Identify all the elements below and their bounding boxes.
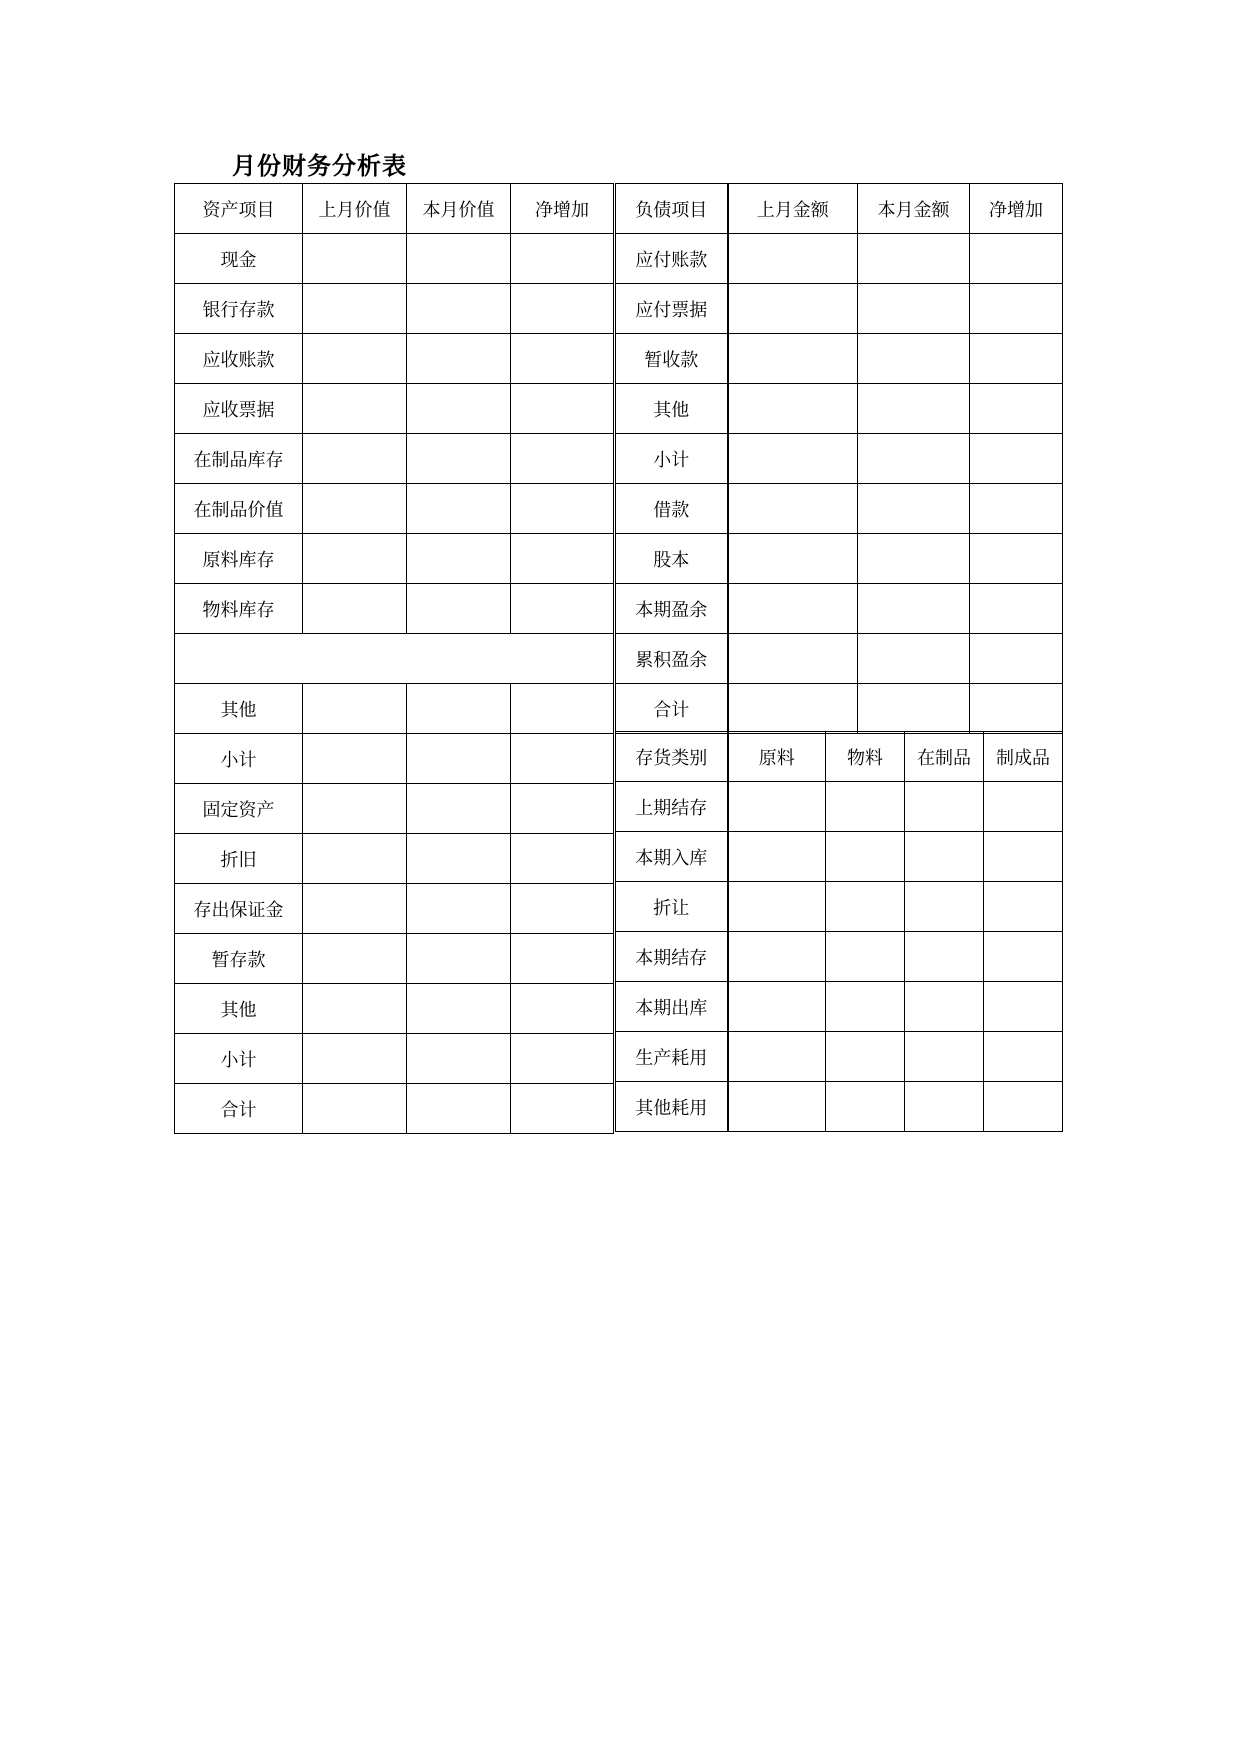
table-cell — [407, 884, 511, 934]
table-cell — [728, 932, 826, 982]
liabilities-header-row — [616, 184, 1063, 234]
table-cell — [905, 1032, 984, 1082]
liability-row-label: 合计 — [616, 684, 728, 734]
liabilities-header-item: 负债项目 — [616, 184, 728, 234]
table-cell — [303, 234, 407, 284]
table-cell — [407, 434, 511, 484]
table-cell — [407, 934, 511, 984]
asset-row-label: 现金 — [175, 234, 303, 284]
table-cell — [511, 534, 614, 584]
table-row — [616, 932, 1063, 982]
table-cell — [984, 882, 1063, 932]
table-row — [616, 634, 1063, 684]
table-row — [175, 484, 614, 534]
table-cell — [858, 484, 970, 534]
table-cell — [970, 684, 1063, 734]
table-row — [175, 684, 614, 734]
liability-row-label: 股本 — [616, 534, 728, 584]
table-cell — [303, 384, 407, 434]
asset-row-label: 物料库存 — [175, 584, 303, 634]
table-row — [175, 534, 614, 584]
table-cell — [728, 982, 826, 1032]
table-cell — [984, 982, 1063, 1032]
table-row — [616, 782, 1063, 832]
asset-row-label: 折旧 — [175, 834, 303, 884]
table-cell — [826, 832, 905, 882]
table-row — [175, 384, 614, 434]
table-cell — [728, 684, 858, 734]
table-cell — [728, 782, 826, 832]
table-cell — [407, 284, 511, 334]
table-row — [616, 534, 1063, 584]
assets-header-this-month: 本月价值 — [407, 184, 511, 234]
table-cell — [728, 434, 858, 484]
merged-blank-cell — [175, 634, 614, 684]
table-row — [175, 734, 614, 784]
table-cell — [970, 484, 1063, 534]
asset-row-label: 银行存款 — [175, 284, 303, 334]
liability-row-label: 应付票据 — [616, 284, 728, 334]
table-cell — [511, 1034, 614, 1084]
table-row — [616, 982, 1063, 1032]
table-cell — [858, 284, 970, 334]
table-cell — [303, 484, 407, 534]
table-cell — [970, 384, 1063, 434]
table-cell — [303, 734, 407, 784]
table-row — [175, 784, 614, 834]
asset-row-label: 在制品库存 — [175, 434, 303, 484]
table-cell — [728, 284, 858, 334]
table-cell — [511, 334, 614, 384]
liability-row-label: 累积盈余 — [616, 634, 728, 684]
inventory-row-label: 本期入库 — [616, 832, 728, 882]
table-cell — [826, 1082, 905, 1132]
table-row — [175, 434, 614, 484]
table-cell — [905, 1082, 984, 1132]
table-cell — [511, 1084, 614, 1134]
table-cell — [728, 584, 858, 634]
table-cell — [511, 684, 614, 734]
table-cell — [407, 684, 511, 734]
liabilities-header-this-month: 本月金额 — [858, 184, 970, 234]
table-cell — [728, 534, 858, 584]
table-row — [175, 984, 614, 1034]
table-cell — [905, 782, 984, 832]
table-cell — [511, 484, 614, 534]
asset-row-label: 存出保证金 — [175, 884, 303, 934]
liabilities-header-net-increase: 净增加 — [970, 184, 1063, 234]
liability-row-label: 借款 — [616, 484, 728, 534]
liability-row-label: 其他 — [616, 384, 728, 434]
table-row-blank — [175, 634, 614, 684]
table-cell — [303, 984, 407, 1034]
table-cell — [970, 634, 1063, 684]
table-cell — [511, 984, 614, 1034]
table-cell — [303, 1034, 407, 1084]
table-cell — [511, 284, 614, 334]
table-cell — [511, 934, 614, 984]
inventory-header-finished: 制成品 — [984, 732, 1063, 782]
asset-row-label: 合计 — [175, 1084, 303, 1134]
table-cell — [407, 1084, 511, 1134]
table-cell — [858, 334, 970, 384]
table-row — [175, 884, 614, 934]
inventory-row-label: 折让 — [616, 882, 728, 932]
liability-row-label: 暂收款 — [616, 334, 728, 384]
table-cell — [511, 884, 614, 934]
table-cell — [984, 832, 1063, 882]
table-cell — [303, 284, 407, 334]
inventory-row-label: 本期结存 — [616, 932, 728, 982]
asset-row-label: 应收票据 — [175, 384, 303, 434]
table-row — [175, 234, 614, 284]
table-cell — [858, 234, 970, 284]
table-cell — [407, 484, 511, 534]
table-cell — [826, 882, 905, 932]
table-cell — [858, 634, 970, 684]
table-cell — [407, 384, 511, 434]
table-row — [616, 882, 1063, 932]
table-cell — [303, 1084, 407, 1134]
liability-row-label: 应付账款 — [616, 234, 728, 284]
inventory-row-label: 上期结存 — [616, 782, 728, 832]
table-cell — [511, 784, 614, 834]
inventory-table — [615, 731, 1063, 1132]
table-cell — [511, 584, 614, 634]
table-cell — [728, 484, 858, 534]
table-cell — [728, 334, 858, 384]
assets-header-row — [175, 184, 614, 234]
table-row — [175, 1084, 614, 1134]
table-cell — [984, 1082, 1063, 1132]
table-cell — [905, 982, 984, 1032]
table-cell — [970, 534, 1063, 584]
table-cell — [303, 884, 407, 934]
table-cell — [728, 634, 858, 684]
table-row — [616, 284, 1063, 334]
table-cell — [970, 234, 1063, 284]
table-cell — [728, 832, 826, 882]
table-cell — [303, 334, 407, 384]
table-cell — [970, 584, 1063, 634]
table-cell — [407, 584, 511, 634]
table-cell — [728, 1032, 826, 1082]
table-cell — [970, 434, 1063, 484]
table-cell — [728, 1082, 826, 1132]
asset-row-label: 原料库存 — [175, 534, 303, 584]
table-cell — [407, 834, 511, 884]
liability-row-label: 小计 — [616, 434, 728, 484]
table-cell — [511, 734, 614, 784]
table-cell — [984, 932, 1063, 982]
table-row — [175, 334, 614, 384]
assets-table — [174, 183, 614, 1134]
table-cell — [826, 1032, 905, 1082]
page-title: 月份财务分析表 — [232, 152, 407, 180]
table-cell — [970, 284, 1063, 334]
table-row — [616, 684, 1063, 734]
table-cell — [407, 534, 511, 584]
table-cell — [303, 934, 407, 984]
table-cell — [858, 684, 970, 734]
table-cell — [905, 882, 984, 932]
table-cell — [407, 734, 511, 784]
inventory-header-raw-material: 原料 — [728, 732, 826, 782]
table-cell — [303, 434, 407, 484]
table-cell — [728, 234, 858, 284]
table-row — [616, 1032, 1063, 1082]
table-row — [175, 584, 614, 634]
table-cell — [858, 384, 970, 434]
table-cell — [984, 782, 1063, 832]
table-cell — [511, 384, 614, 434]
table-row — [175, 1034, 614, 1084]
table-row — [616, 584, 1063, 634]
table-cell — [407, 784, 511, 834]
liabilities-header-last-month: 上月金额 — [728, 184, 858, 234]
inventory-header-category: 存货类别 — [616, 732, 728, 782]
asset-row-label: 在制品价值 — [175, 484, 303, 534]
inventory-header-wip: 在制品 — [905, 732, 984, 782]
table-row — [616, 1082, 1063, 1132]
table-cell — [511, 234, 614, 284]
assets-header-last-month: 上月价值 — [303, 184, 407, 234]
table-cell — [303, 534, 407, 584]
asset-row-label: 暂存款 — [175, 934, 303, 984]
table-cell — [303, 784, 407, 834]
table-cell — [858, 434, 970, 484]
table-cell — [407, 1034, 511, 1084]
table-cell — [511, 434, 614, 484]
inventory-header-supplies: 物料 — [826, 732, 905, 782]
table-cell — [826, 932, 905, 982]
table-row — [616, 334, 1063, 384]
table-cell — [511, 834, 614, 884]
assets-header-net-increase: 净增加 — [511, 184, 614, 234]
table-cell — [303, 834, 407, 884]
table-cell — [984, 1032, 1063, 1082]
table-cell — [858, 584, 970, 634]
table-cell — [728, 384, 858, 434]
table-cell — [905, 832, 984, 882]
table-row — [616, 234, 1063, 284]
table-cell — [407, 334, 511, 384]
table-row — [616, 384, 1063, 434]
inventory-row-label: 生产耗用 — [616, 1032, 728, 1082]
table-cell — [303, 584, 407, 634]
assets-header-item: 资产项目 — [175, 184, 303, 234]
inventory-row-label: 其他耗用 — [616, 1082, 728, 1132]
table-row — [616, 832, 1063, 882]
table-cell — [407, 984, 511, 1034]
table-row — [175, 934, 614, 984]
table-row — [175, 834, 614, 884]
asset-row-label: 其他 — [175, 684, 303, 734]
table-cell — [826, 782, 905, 832]
liabilities-table — [615, 183, 1063, 734]
asset-row-label: 小计 — [175, 1034, 303, 1084]
asset-row-label: 小计 — [175, 734, 303, 784]
table-row — [175, 284, 614, 334]
table-cell — [858, 534, 970, 584]
asset-row-label: 其他 — [175, 984, 303, 1034]
liability-row-label: 本期盈余 — [616, 584, 728, 634]
table-cell — [407, 234, 511, 284]
table-cell — [826, 982, 905, 1032]
table-row — [616, 484, 1063, 534]
table-cell — [905, 932, 984, 982]
table-cell — [728, 882, 826, 932]
inventory-row-label: 本期出库 — [616, 982, 728, 1032]
inventory-header-row — [616, 732, 1063, 782]
table-cell — [970, 334, 1063, 384]
table-cell — [303, 684, 407, 734]
asset-row-label: 应收账款 — [175, 334, 303, 384]
table-row — [616, 434, 1063, 484]
asset-row-label: 固定资产 — [175, 784, 303, 834]
